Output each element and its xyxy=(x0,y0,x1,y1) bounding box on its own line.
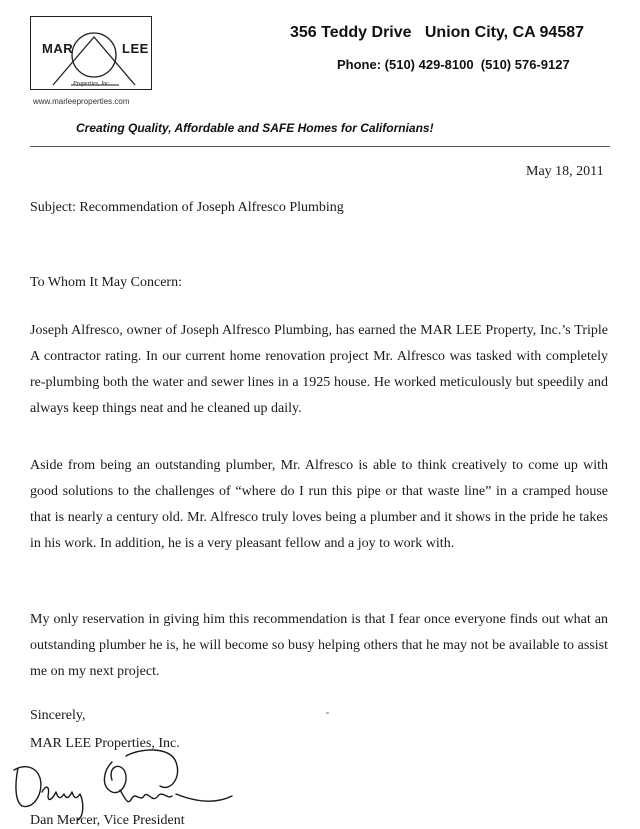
letter-paragraph: Joseph Alfresco, owner of Joseph Alfresco Plumbing, has earned the MAR LEE Property, Inc.’s Triple A contractor rating. In our current home renovation project Mr. Alfresco was tasked with completely re-plumbing both the water and sewer lines in a 1925 house. He worked meticulously but speedily and always keep things neat and he cleaned up daily. xyxy=(30,323,608,416)
website-link[interactable]: www.marleeproperties.com xyxy=(33,97,130,106)
letter-closing: Sincerely, xyxy=(30,708,86,723)
letter-subject: Subject: Recommendation of Joseph Alfresco Plumbing xyxy=(30,200,344,215)
logo-subtext: Properties, Inc. xyxy=(73,81,111,87)
letter-paragraph: Aside from being an outstanding plumber, Mr. Alfresco is able to think creatively to come up with good solutions to the challenges of “where do I run this pipe or that waste line” in a cramped house that is nearly a century old. Mr. Alfresco truly loves being a plumber and it shows in the pride he takes in his work. In addition, he is a very pleasant fellow and a joy to work with. xyxy=(30,458,608,551)
company-logo xyxy=(30,16,152,90)
company-phone: Phone: (510) 429-8100 (510) 576-9127 xyxy=(337,57,570,72)
letter-paragraph: My only reservation in giving him this recommendation is that I fear once everyone finds out what an outstanding plumber he is, he will become so busy helping others that he may not be available to assist me on my next project. xyxy=(30,612,608,679)
company-address: 356 Teddy Drive Union City, CA 94587 xyxy=(290,24,585,41)
header-divider xyxy=(30,146,610,147)
company-tagline: Creating Quality, Affordable and SAFE Homes for Californians! xyxy=(76,121,434,135)
letter-salutation: To Whom It May Concern: xyxy=(30,275,182,290)
ink-speck xyxy=(326,712,329,714)
logo-word-lee: LEE xyxy=(122,41,149,56)
letter-date: May 18, 2011 xyxy=(526,164,604,179)
letter-company: MAR LEE Properties, Inc. xyxy=(30,736,180,751)
letter-signer: Dan Mercer, Vice President xyxy=(30,813,185,828)
logo-word-mar: MAR xyxy=(42,41,74,56)
